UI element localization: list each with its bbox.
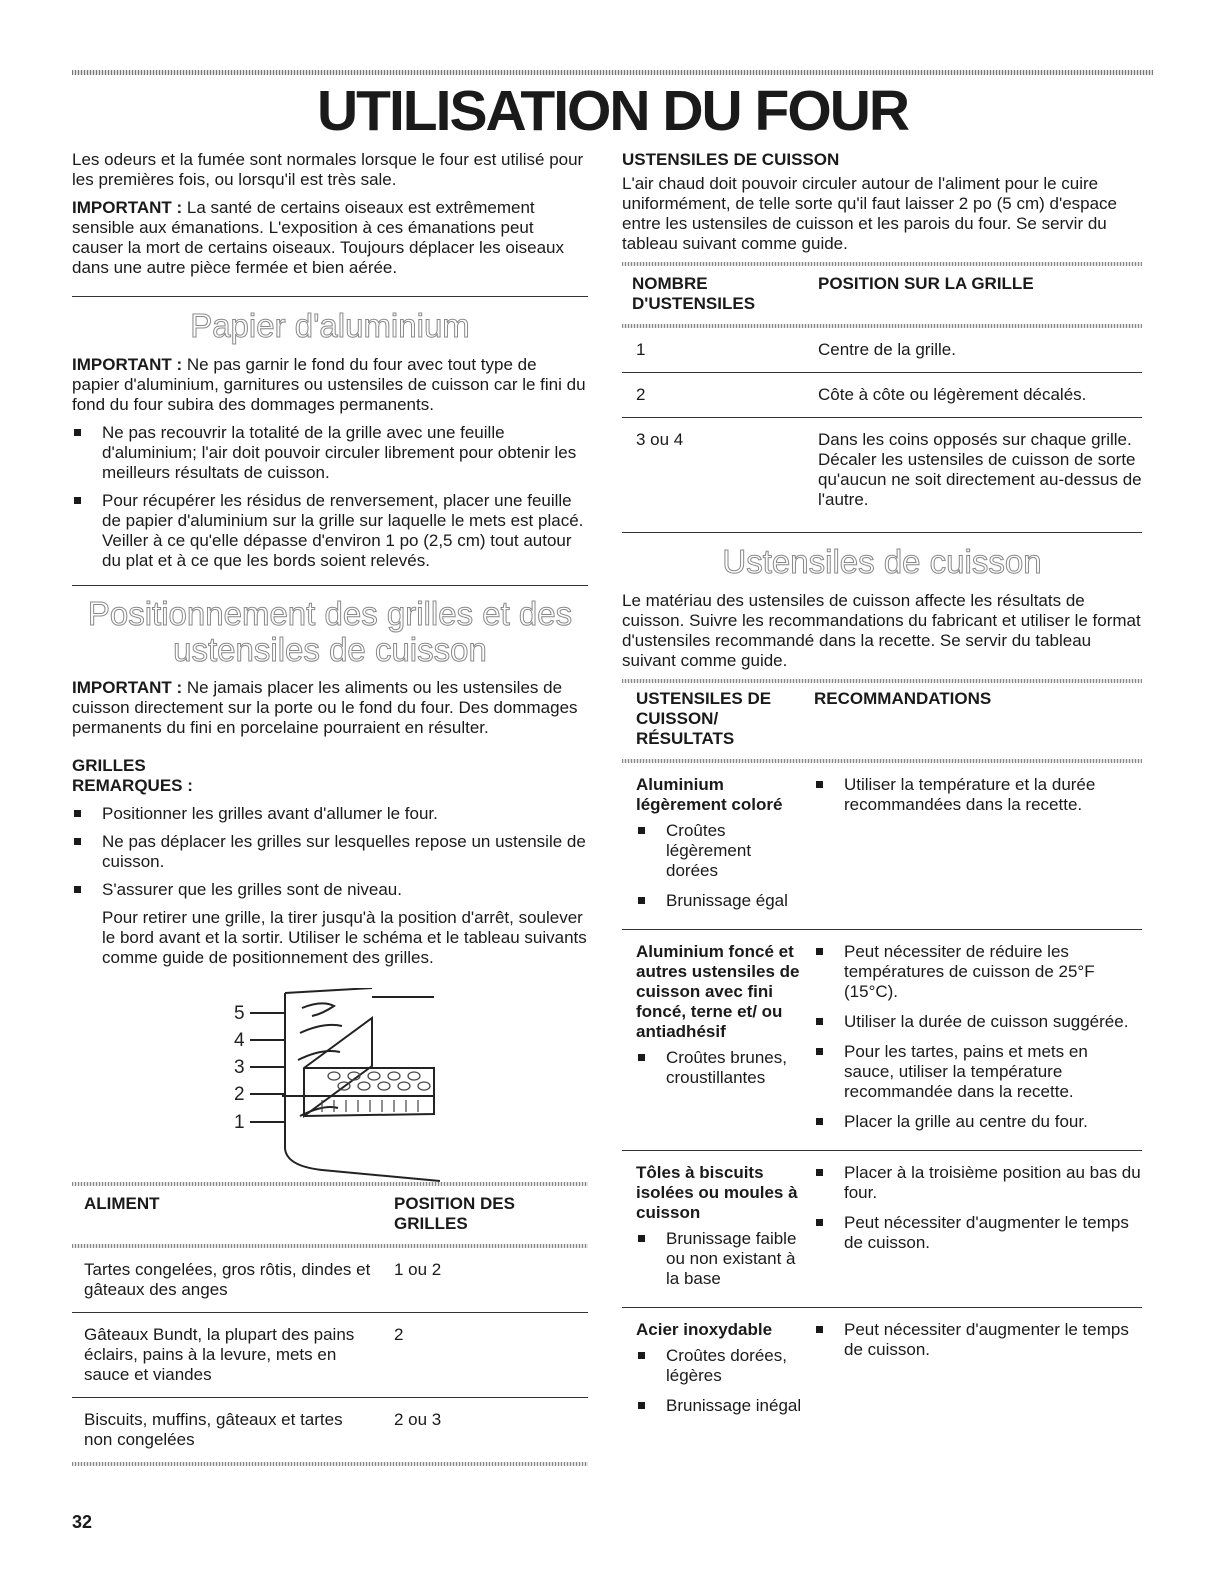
- table-cell: [814, 763, 1142, 930]
- recommendations-list: [814, 1163, 1142, 1253]
- grilles-heading: GRILLES: [72, 756, 146, 775]
- bakeware-name: Aluminium foncé et autres ustensiles de cuisson avec fini foncé, terne et/ ou antiadhésif: [636, 942, 800, 1041]
- page-number: 32: [72, 1512, 93, 1532]
- food-rack-table: [72, 1186, 588, 1462]
- bakeware-recommendations-table: [622, 683, 1142, 1434]
- table-cell: 3 ou 4: [636, 430, 684, 449]
- column-header-food: ALIMENT: [84, 1194, 160, 1213]
- rack-positions-diagram: [72, 988, 588, 1178]
- table-cell: Biscuits, muffins, gâteaux et tartes non congelées: [84, 1410, 343, 1449]
- results-list: [636, 1048, 804, 1088]
- divider: [622, 532, 1142, 533]
- table-cell: Tartes congelées, gros rôtis, dindes et gâteaux des anges: [72, 1248, 394, 1313]
- intro-important-text: La santé de certains oiseaux est extrêmement sensible aux émanations. L'exposition à ces émanations peut causer la mort de certains oiseaux. Toujours déplacer les oiseaux dans une autre pièce fermée et bien aérée.: [72, 198, 565, 277]
- table-row: [622, 328, 1142, 373]
- table-row: [72, 1398, 588, 1463]
- list-item: Utiliser la durée de cuisson suggérée.: [814, 1012, 1142, 1032]
- rack-label-1: 1: [234, 1112, 245, 1133]
- rack-label-4: 4: [234, 1030, 245, 1051]
- recommendations-list: [814, 1320, 1142, 1360]
- list-item: Ne pas déplacer les grilles sur lesquelles repose un ustensile de cuisson.: [72, 832, 588, 872]
- divider: [72, 585, 588, 586]
- divider: [72, 296, 588, 297]
- table-row: [72, 1248, 588, 1313]
- recommendations-list: [814, 942, 1142, 1132]
- column-header-recommendations: RECOMMANDATIONS: [814, 689, 992, 708]
- table-cell: Centre de la grille.: [818, 328, 1142, 373]
- results-list: [636, 1346, 804, 1416]
- list-item: S'assurer que les grilles sont de niveau.: [72, 880, 588, 900]
- list-item: Ne pas recouvrir la totalité de la grille avec une feuille d'aluminium; l'air doit pouvoir circuler librement pour obtenir les meilleurs résultats de cuisson.: [72, 423, 588, 483]
- remarques-heading: REMARQUES :: [72, 776, 193, 795]
- ustensiles-heading: USTENSILES DE CUISSON: [622, 150, 840, 169]
- table-cell: [814, 1308, 1142, 1435]
- column-header-rack-position: POSITION DES GRILLES: [394, 1194, 515, 1233]
- results-list: [636, 821, 804, 911]
- list-item: Pour les tartes, pains et mets en sauce, utiliser la température recommandée dans la recette.: [814, 1042, 1142, 1102]
- table-header-row: [622, 683, 1142, 759]
- grilles-bullet-list: [72, 804, 588, 900]
- foil-heading: Papier d'aluminium: [190, 307, 470, 344]
- column-header-bakeware: USTENSILES DE CUISSON/ RÉSULTATS: [636, 689, 772, 748]
- table-cell: 2: [622, 373, 818, 418]
- bakeware-name: Tôles à biscuits isolées ou moules à cuisson: [636, 1163, 798, 1222]
- table-cell: 2: [394, 1313, 588, 1398]
- table-row: [622, 763, 1142, 930]
- rack-label-3: 3: [234, 1057, 245, 1078]
- positioning-heading: [72, 596, 588, 668]
- bakeware-name: Aluminium légèrement coloré: [636, 775, 783, 814]
- table-cell: 1 ou 2: [394, 1248, 588, 1313]
- bakeware-heading: Ustensiles de cuisson: [722, 543, 1042, 580]
- right-column: [622, 150, 1142, 1434]
- intro-paragraph: Les odeurs et la fumée sont normales lorsque le four est utilisé pour les premières fois, ou lorsqu'il est très sale.: [72, 150, 584, 189]
- list-item: Croûtes dorées, légères: [636, 1346, 804, 1386]
- table-cell: 2 ou 3: [394, 1410, 442, 1429]
- list-item: Utiliser la température et la durée recommandées dans la recette.: [814, 775, 1142, 815]
- table-cell: 1: [622, 328, 818, 373]
- table-row: [622, 418, 1142, 523]
- rack-label-2: 2: [234, 1084, 245, 1105]
- table-bottom-rule: [72, 1462, 588, 1466]
- table-cell: [622, 763, 814, 930]
- list-item: Positionner les grilles avant d'allumer le four.: [72, 804, 588, 824]
- table-cell: Dans les coins opposés sur chaque grille. Décaler les ustensiles de cuisson de sorte qu'aucun ne soit directement au-dessus de l'autre.: [818, 430, 1142, 509]
- list-item: Peut nécessiter de réduire les températures de cuisson de 25°F (15°C).: [814, 942, 1142, 1002]
- table-cell: [622, 1151, 814, 1308]
- list-item: Croûtes légèrement dorées: [636, 821, 804, 881]
- table-row: [622, 930, 1142, 1151]
- table-row: [622, 1151, 1142, 1308]
- bakeware-name: Acier inoxydable: [636, 1320, 773, 1339]
- list-item: Pour récupérer les résidus de renversement, placer une feuille de papier d'aluminium sur la grille sur laquelle le mets est placé. Veiller à ce qu'elle dépasse d'environ 1 po (2,5 cm) tout autour du plat et à ce que les bords soient relevés.: [72, 491, 588, 571]
- list-item: Brunissage inégal: [636, 1396, 804, 1416]
- top-dotted-rule: [72, 70, 1153, 75]
- oven-rack-illustration: [72, 988, 588, 1188]
- positioning-important-text: Ne jamais placer les aliments ou les ustensiles de cuisson directement sur la porte ou le fond du four. Des dommages permanents du fini en porcelaine pourraient en résulter.: [72, 678, 578, 737]
- important-label: IMPORTANT :: [72, 198, 183, 217]
- table-cell: Gâteaux Bundt, la plupart des pains éclairs, pains à la levure, mets en sauce et viandes: [72, 1313, 394, 1398]
- rack-label-5: 5: [234, 1003, 245, 1024]
- table-cell: Côte à côte ou légèrement décalés.: [818, 373, 1142, 418]
- list-item: Brunissage égal: [636, 891, 804, 911]
- list-item: Croûtes brunes, croustillantes: [636, 1048, 804, 1088]
- list-item: Peut nécessiter d'augmenter le temps de cuisson.: [814, 1213, 1142, 1253]
- table-header-row: [622, 266, 1142, 324]
- page-title: UTILISATION DU FOUR: [316, 79, 909, 143]
- table-cell: [814, 930, 1142, 1151]
- positioning-heading-line-2: ustensiles de cuisson: [173, 631, 487, 668]
- grilles-note: Pour retirer une grille, la tirer jusqu'à la position d'arrêt, soulever le bord avant et la sortir. Utiliser le schéma et le tableau suivants comme guide de positionnement des grilles.: [102, 908, 587, 967]
- table-cell: [622, 930, 814, 1151]
- list-item: Brunissage faible ou non existant à la base: [636, 1229, 804, 1289]
- list-item: Peut nécessiter d'augmenter le temps de cuisson.: [814, 1320, 1142, 1360]
- positioning-heading-line-1: Positionnement des grilles et des: [87, 595, 573, 632]
- intro-important-paragraph: [72, 198, 588, 278]
- bakeware-paragraph: Le matériau des ustensiles de cuisson affecte les résultats de cuisson. Suivre les recommandations du fabricant et utiliser le format d'ustensiles recommandé dans la recette. Se servir du tableau suivant comme guide.: [622, 591, 1141, 670]
- table-row: [622, 373, 1142, 418]
- positioning-important-paragraph: [72, 678, 588, 738]
- list-item: Placer la grille au centre du four.: [814, 1112, 1142, 1132]
- table-cell: [814, 1151, 1142, 1308]
- important-label: IMPORTANT :: [72, 355, 183, 374]
- list-item: Placer à la troisième position au bas du four.: [814, 1163, 1142, 1203]
- table-cell: [622, 1308, 814, 1435]
- important-label: IMPORTANT :: [72, 678, 183, 697]
- bakeware-count-table: [622, 266, 1142, 522]
- foil-important-paragraph: [72, 355, 588, 415]
- table-header-row: [72, 1186, 588, 1244]
- table-row: [622, 1308, 1142, 1435]
- left-column: [72, 150, 588, 1466]
- ustensiles-paragraph: L'air chaud doit pouvoir circuler autour de l'aliment pour le cuire uniformément, de telle sorte qu'il faut laisser 2 po (5 cm) d'espace entre les ustensiles de cuisson et les parois du four. Se servir du tableau suivant comme guide.: [622, 174, 1118, 253]
- foil-bullet-list: [72, 423, 588, 571]
- foil-important-text: Ne pas garnir le fond du four avec tout type de papier d'aluminium, garnitures ou ustensiles de cuisson car le fini du fond du four subira des dommages permanents.: [72, 355, 586, 414]
- table-row: [72, 1313, 588, 1398]
- results-list: [636, 1229, 804, 1289]
- recommendations-list: [814, 775, 1142, 815]
- column-header-position: POSITION SUR LA GRILLE: [818, 274, 1034, 293]
- column-header-count: NOMBRE D'USTENSILES: [632, 274, 756, 313]
